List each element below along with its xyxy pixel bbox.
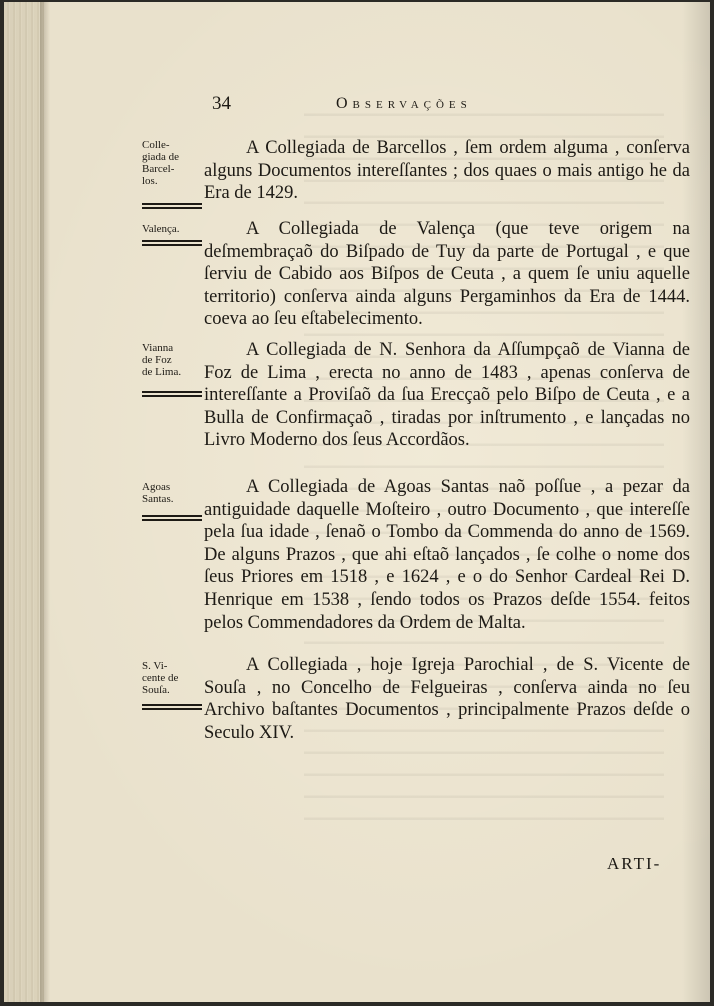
paragraph: A Collegiada de Agoas Santas naõ poſſue , a pezar da antiguidade daquelle Moſteiro , outro Documento , que intereſſe pela ſua idade , ſenaõ o Tombo da Commenda do anno de 1569. De alguns Prazos , que ahi eſtaõ lançados , ſe colhe o nome dos ſeus Priores em 1518 , e 1624 , e o do Senhor Cardeal Rei D. Henrique em 1538 , ſendo todos os Prazos deſde 1554. feitos pelos Commendadores da Ordem de Malta. [204,477,690,633]
separator-rule [142,704,202,710]
separator-rule [142,515,202,521]
margin-note: Colle- giada de Barcel- los. [142,139,179,187]
page-number: 34 [212,93,231,114]
entry-agoas-santas [142,476,692,646]
paragraph: A Collegiada de Valença (que teve origem na deſmembraçaõ do Biſpado de Tuy da parte de Portugal , e que ſerviu de Cabido aos Biſpos de Ceuta , a quem ſe uniu aquelle territorio) conſerva ainda alguns Pergaminhos da Era de 1444. coeva ao ſeu eſtabelecimento. [204,219,690,330]
entry-barcellos [142,137,692,207]
entry-vianna [142,339,692,469]
separator-rule [142,240,202,246]
paragraph: A Collegiada , hoje Igreja Parochial , de S. Vicente de Souſa , no Concelho de Felgueiras , conſerva ainda no ſeu Archivo baſtantes Documentos , principalmente Prazos deſde o Seculo XIV. [204,655,690,743]
margin-note: Valença. [142,223,180,235]
gutter-shadow [40,2,50,1002]
separator-rule [142,391,202,397]
running-title: Observações [336,95,472,112]
book-page [4,2,710,1002]
margin-note: Vianna de Foz de Lima. [142,342,182,378]
page-edges [4,2,44,1002]
paragraph: A Collegiada de N. Senhora da Aſſumpçaõ de Vianna de Foz de Lima , erecta no anno de 1483 , apenas conſerva de intereſſante a Proviſaõ da ſua Erecçaõ pelo Biſpo de Ceuta , e a Bulla de Confirmaçaõ , tiradas por inſtrumento , e lançadas no Livro Moderno dos ſeus Accordãos. [204,340,690,451]
catchword: ARTI- [607,854,662,873]
page-header [212,93,582,121]
margin-note: Agoas Santas. [142,481,174,505]
separator-rule [142,203,202,209]
entry-sao-vicente [142,654,692,744]
entry-valenca [142,218,692,328]
paragraph: A Collegiada de Barcellos , ſem ordem alguma , conſerva alguns Documentos intereſſantes ; dos quaes o mais antigo he da Era de 1429. [204,138,690,204]
margin-note: S. Vi- cente de Souſa. [142,660,179,696]
